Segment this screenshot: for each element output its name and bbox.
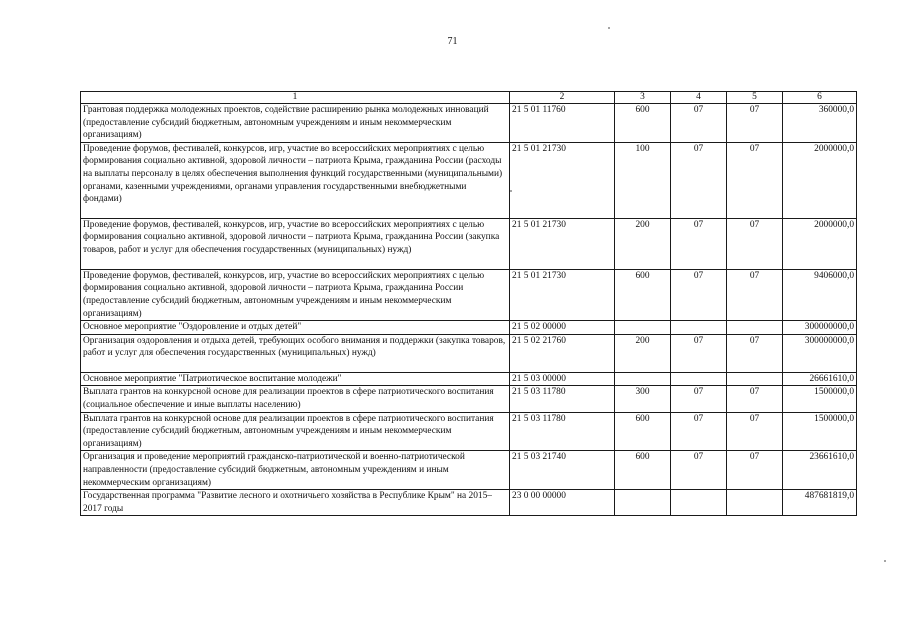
page-number: 71 (447, 36, 458, 47)
row-target-code: 21 5 01 21730 (510, 269, 615, 320)
row-description: Основное мероприятие "Патриотическое воспитание молодежи" (81, 372, 510, 386)
row-description: Грантовая поддержка молодежных проектов, содействие расширению рынка молодежных инноваций (предоставление субсидий бюджетным, автономным учреждениям и иным некоммерческим организациям) (81, 104, 510, 143)
table-row (81, 412, 857, 451)
scan-speck (884, 560, 886, 562)
row-subsection (727, 372, 783, 386)
row-section (671, 490, 727, 516)
row-section (671, 321, 727, 335)
row-target-code: 21 5 01 21730 (510, 142, 615, 218)
row-amount: 300000000,0 (783, 334, 857, 372)
row-section: 07 (671, 334, 727, 372)
table-row (81, 142, 857, 218)
row-expense-type: 600 (615, 412, 671, 451)
table-row (81, 334, 857, 372)
header-col-5: 5 (727, 92, 783, 104)
row-section: 07 (671, 412, 727, 451)
row-amount: 487681819,0 (783, 490, 857, 516)
table-header-row (81, 92, 857, 104)
row-target-code: 21 5 01 21730 (510, 218, 615, 269)
row-expense-type (615, 372, 671, 386)
row-expense-type: 600 (615, 104, 671, 143)
row-subsection: 07 (727, 412, 783, 451)
row-target-code: 21 5 03 00000 (510, 372, 615, 386)
table-row (81, 372, 857, 386)
budget-table (80, 91, 857, 516)
scan-speck (510, 190, 512, 192)
row-description: Проведение форумов, фестивалей, конкурсов, игр, участие во всероссийских мероприятиях с целью формирования социально активной, здоровой личности – патриота Крыма, гражданина России (закупка товаров, работ и услуг для обеспечения государственных (муниципальных) нужд) (81, 218, 510, 269)
row-amount: 300000000,0 (783, 321, 857, 335)
row-description: Основное мероприятие "Оздоровление и отдых детей" (81, 321, 510, 335)
row-subsection (727, 321, 783, 335)
header-col-1: 1 (81, 92, 510, 104)
row-target-code: 23 0 00 00000 (510, 490, 615, 516)
scan-speck (608, 27, 610, 29)
row-amount: 1500000,0 (783, 412, 857, 451)
row-description: Выплата грантов на конкурсной основе для реализации проектов в сфере патриотического воспитания (предоставление субсидий бюджетным, автономным учреждениям и иным некоммерческим организациям) (81, 412, 510, 451)
row-subsection: 07 (727, 451, 783, 490)
row-expense-type (615, 490, 671, 516)
row-expense-type: 600 (615, 451, 671, 490)
table-row (81, 218, 857, 269)
row-section: 07 (671, 142, 727, 218)
row-amount: 26661610,0 (783, 372, 857, 386)
header-col-3: 3 (615, 92, 671, 104)
table-row (81, 321, 857, 335)
row-expense-type (615, 321, 671, 335)
table-row (81, 269, 857, 320)
row-target-code: 21 5 03 11780 (510, 412, 615, 451)
row-description: Организация и проведение мероприятий гражданско-патриотической и военно-патриотической направленности (предоставление субсидий бюджетным, автономным учреждениям и иным некоммерческим организациям) (81, 451, 510, 490)
table-row (81, 104, 857, 143)
row-subsection: 07 (727, 334, 783, 372)
row-expense-type: 100 (615, 142, 671, 218)
row-amount: 9406000,0 (783, 269, 857, 320)
row-section: 07 (671, 104, 727, 143)
table-row (81, 451, 857, 490)
table-row (81, 386, 857, 412)
row-section: 07 (671, 218, 727, 269)
row-expense-type: 200 (615, 218, 671, 269)
row-subsection: 07 (727, 218, 783, 269)
row-subsection (727, 490, 783, 516)
row-expense-type: 600 (615, 269, 671, 320)
row-amount: 2000000,0 (783, 218, 857, 269)
row-target-code: 21 5 02 21760 (510, 334, 615, 372)
row-target-code: 21 5 01 11760 (510, 104, 615, 143)
row-amount: 2000000,0 (783, 142, 857, 218)
row-amount: 1500000,0 (783, 386, 857, 412)
row-subsection: 07 (727, 386, 783, 412)
table-row (81, 490, 857, 516)
row-target-code: 21 5 02 00000 (510, 321, 615, 335)
row-section: 07 (671, 386, 727, 412)
row-subsection: 07 (727, 104, 783, 143)
row-description: Государственная программа "Развитие лесного и охотничьего хозяйства в Республике Крым" на 2015–2017 годы (81, 490, 510, 516)
row-expense-type: 300 (615, 386, 671, 412)
row-amount: 23661610,0 (783, 451, 857, 490)
row-target-code: 21 5 03 21740 (510, 451, 615, 490)
row-description: Организация оздоровления и отдыха детей, требующих особого внимания и поддержки (закупка товаров, работ и услуг для обеспечения государственных (муниципальных) нужд) (81, 334, 510, 372)
row-target-code: 21 5 03 11780 (510, 386, 615, 412)
header-col-6: 6 (783, 92, 857, 104)
row-subsection: 07 (727, 142, 783, 218)
row-description: Проведение форумов, фестивалей, конкурсов, игр, участие во всероссийских мероприятиях с целью формирования социально активной, здоровой личности – патриота Крыма, гражданина России (расходы на выплаты персоналу в целях обеспечения выполнения функций государственными (муниципальными) органами, казенными учреждениями, органами управления государственными внебюджетными фондами) (81, 142, 510, 218)
header-col-2: 2 (510, 92, 615, 104)
row-expense-type: 200 (615, 334, 671, 372)
row-section: 07 (671, 269, 727, 320)
row-subsection: 07 (727, 269, 783, 320)
row-description: Выплата грантов на конкурсной основе для реализации проектов в сфере патриотического воспитания (социальное обеспечение и иные выплаты населению) (81, 386, 510, 412)
header-col-4: 4 (671, 92, 727, 104)
row-amount: 360000,0 (783, 104, 857, 143)
row-description: Проведение форумов, фестивалей, конкурсов, игр, участие во всероссийских мероприятиях с целью формирования социально активной, здоровой личности – патриота Крыма, гражданина России (предоставление субсидий бюджетным, автономным учреждениям и иным некоммерческим организациям) (81, 269, 510, 320)
row-section: 07 (671, 451, 727, 490)
row-section (671, 372, 727, 386)
